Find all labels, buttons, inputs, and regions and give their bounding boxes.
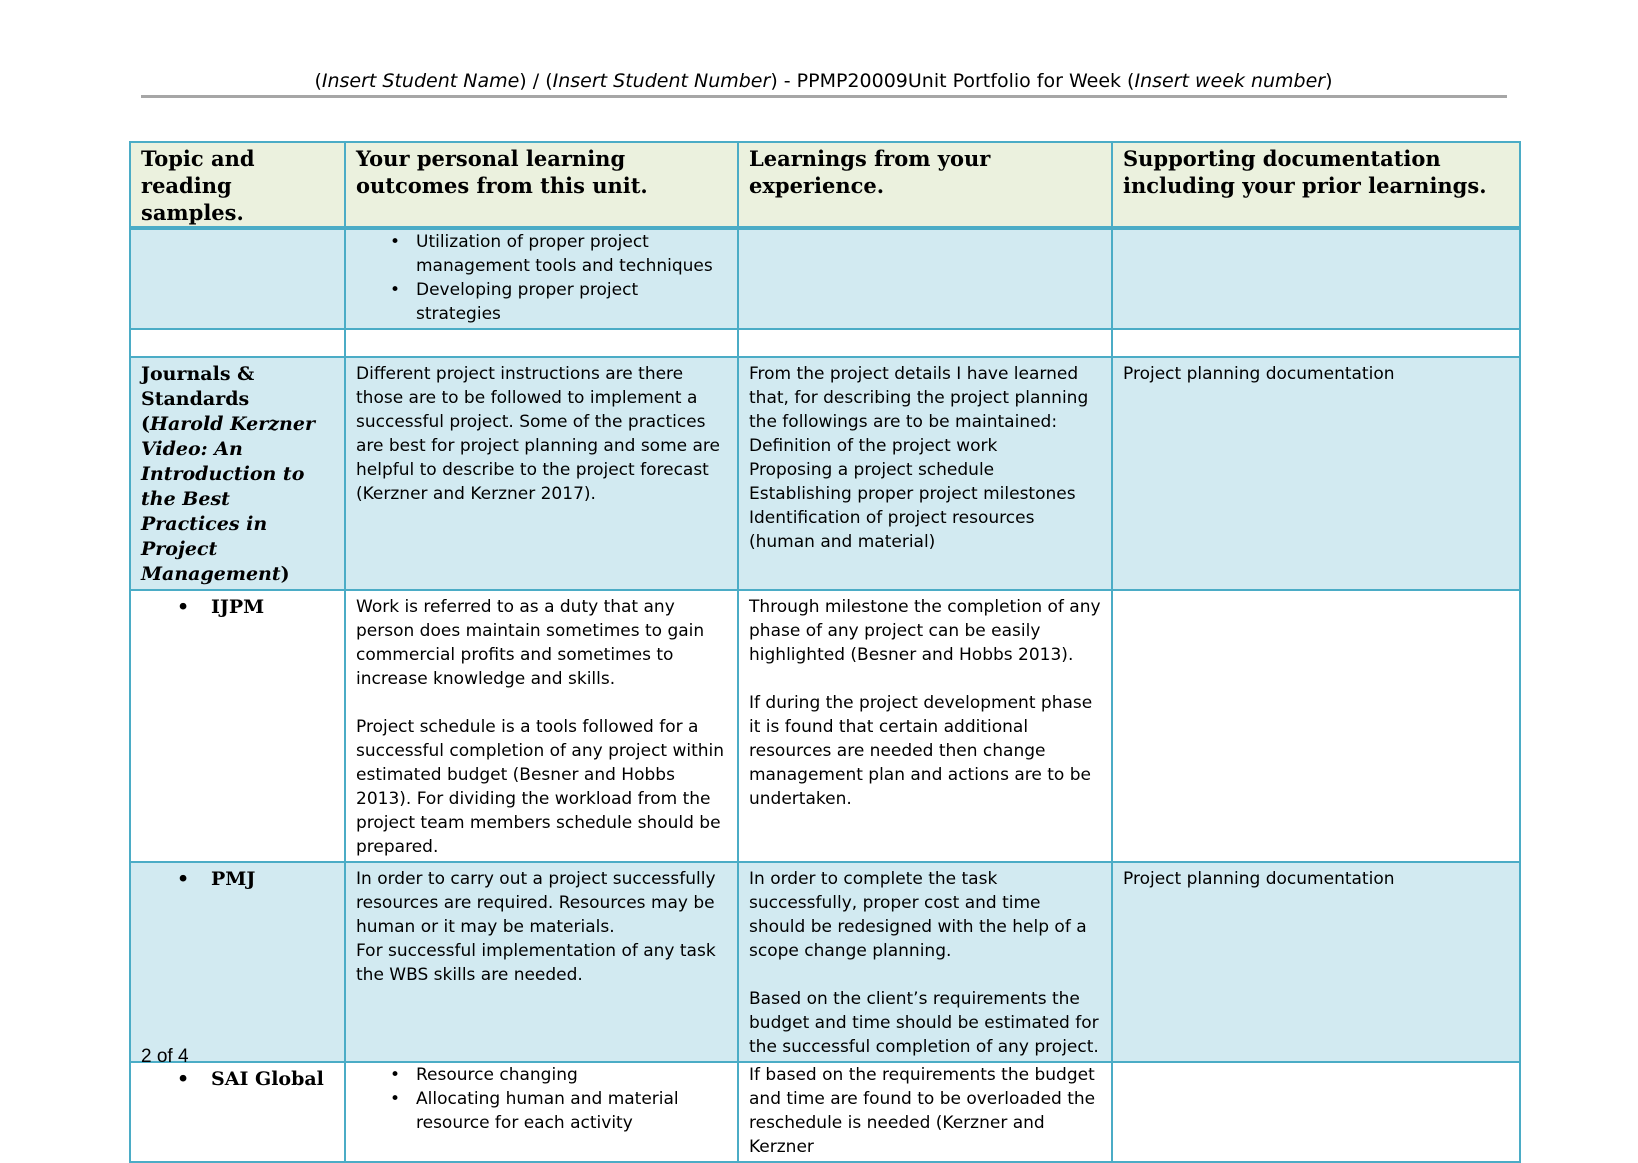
portfolio-table	[129, 141, 1521, 1163]
header-text: (	[314, 70, 322, 92]
table-cell	[738, 228, 1112, 329]
bullet-icon: •	[390, 1089, 401, 1109]
header-text: )	[1325, 70, 1333, 92]
outcomes-text: Project schedule is a tools followed for a successful completion of any project within estimated budget (Besner and Hobbs 2013). For dividing the workload from the project team members schedule should be prepared.	[356, 717, 725, 857]
bullet-icon: •	[177, 1068, 190, 1090]
list-item	[390, 1063, 727, 1087]
table-row-empty	[130, 329, 1520, 357]
topic-pmj	[141, 867, 334, 892]
table-row	[130, 357, 1520, 590]
topic-text: IJPM	[211, 596, 265, 618]
bullet-icon: •	[390, 1065, 401, 1085]
table-cell	[1112, 357, 1520, 590]
topic-text: )	[280, 563, 290, 585]
learnings-text: If during the project development phase it is found that certain additional resources are needed then change management plan and actions are to be undertaken.	[749, 693, 1093, 809]
topic-sai-global	[141, 1067, 334, 1092]
outcomes-list	[356, 230, 727, 326]
table-cell	[1112, 1062, 1520, 1162]
list-item-text: Developing proper project strategies	[416, 280, 639, 324]
table-cell	[738, 357, 1112, 590]
topic-text: PMJ	[211, 868, 256, 890]
topic-reading-title: Harold Kerzner Video: An Introduction to the Best Practices in Project Management	[141, 413, 315, 585]
learnings-text: Through milestone the completion of any phase of any project can be easily highlighted (Besner and Hobbs 2013).	[749, 597, 1101, 665]
bullet-icon: •	[390, 280, 401, 300]
table-cell	[738, 590, 1112, 862]
page-header	[141, 68, 1506, 94]
list-item	[390, 230, 727, 278]
table-cell	[738, 1062, 1112, 1162]
learnings-text: Based on the client’s requirements the budget and time should be estimated for the successful completion of any project.	[749, 989, 1099, 1057]
column-header-outcomes: Your personal learning outcomes from this unit.	[345, 142, 738, 228]
outcomes-list	[356, 1063, 727, 1135]
table-cell	[130, 228, 345, 329]
table-cell	[738, 329, 1112, 357]
table-cell	[1112, 228, 1520, 329]
bullet-icon: •	[177, 868, 190, 890]
table-cell	[1112, 862, 1520, 1062]
table-cell	[345, 329, 738, 357]
outcomes-text: Work is referred to as a duty that any person does maintain sometimes to gain commercial profits and sometimes to increase knowledge and skills.	[356, 597, 705, 689]
table-row	[130, 862, 1520, 1062]
table-row	[130, 590, 1520, 862]
table-cell	[345, 228, 738, 329]
table-cell	[345, 1062, 738, 1162]
table-cell	[345, 590, 738, 862]
list-item-text: Allocating human and material resource for each activity	[416, 1089, 679, 1133]
topic-journals-standards	[141, 362, 334, 587]
student-name-placeholder: Insert Student Name	[321, 70, 520, 92]
outcomes-text: In order to carry out a project successfully resources are required. Resources may be human or it may be materials. For successful implementation of any task the WBS skills are needed.	[356, 869, 716, 985]
table-header-row	[130, 142, 1520, 228]
header-text: ) / (	[519, 70, 553, 92]
learnings-text: If based on the requirements the budget and time are found to be overloaded the reschedule is needed (Kerzner and Kerzner	[749, 1065, 1096, 1157]
outcomes-text: Different project instructions are there those are to be followed to implement a successful project. Some of the practices are best for project planning and some are helpful to describe to the project forecast (Kerzner and Kerzner 2017).	[356, 364, 720, 504]
table-cell	[1112, 590, 1520, 862]
column-header-learnings: Learnings from your experience.	[738, 142, 1112, 228]
learnings-text: In order to complete the task successfully, proper cost and time should be redesigned with the help of a scope change planning.	[749, 869, 1087, 961]
column-header-documentation: Supporting documentation including your prior learnings.	[1112, 142, 1520, 228]
topic-ijpm	[141, 595, 334, 620]
table-cell	[130, 329, 345, 357]
learnings-text: From the project details I have learned that, for describing the project planning the followings are to be maintained: Definition of the project work Proposing a project schedule Establishing proper project milestones Identification of project resources (human and material)	[749, 364, 1089, 552]
table-cell	[345, 357, 738, 590]
documentation-text: Project planning documentation	[1123, 364, 1395, 384]
topic-text: SAI Global	[211, 1068, 324, 1090]
header-divider	[141, 95, 1507, 98]
table-cell	[345, 862, 738, 1062]
bullet-icon: •	[177, 596, 190, 618]
list-item	[390, 1087, 727, 1135]
table-cell	[738, 862, 1112, 1062]
table-cell	[130, 1062, 345, 1162]
list-item-text: Utilization of proper project management tools and techniques	[416, 232, 713, 276]
table-cell	[1112, 329, 1520, 357]
bullet-icon: •	[390, 232, 401, 252]
table-cell	[130, 862, 345, 1062]
table-cell	[130, 590, 345, 862]
table-row	[130, 1062, 1520, 1162]
column-header-topic: Topic and reading samples.	[130, 142, 345, 228]
topic-text: Journals & Standards (	[141, 363, 255, 435]
page-number: 2 of 4	[141, 1046, 189, 1067]
table-cell	[130, 357, 345, 590]
header-title: ) - PPMP20009Unit Portfolio for Week (	[770, 70, 1135, 92]
student-number-placeholder: Insert Student Number	[552, 70, 771, 92]
list-item-text: Resource changing	[416, 1065, 578, 1085]
table-row	[130, 228, 1520, 329]
list-item	[390, 278, 727, 326]
documentation-text: Project planning documentation	[1123, 869, 1395, 889]
week-number-placeholder: Insert week number	[1134, 70, 1326, 92]
